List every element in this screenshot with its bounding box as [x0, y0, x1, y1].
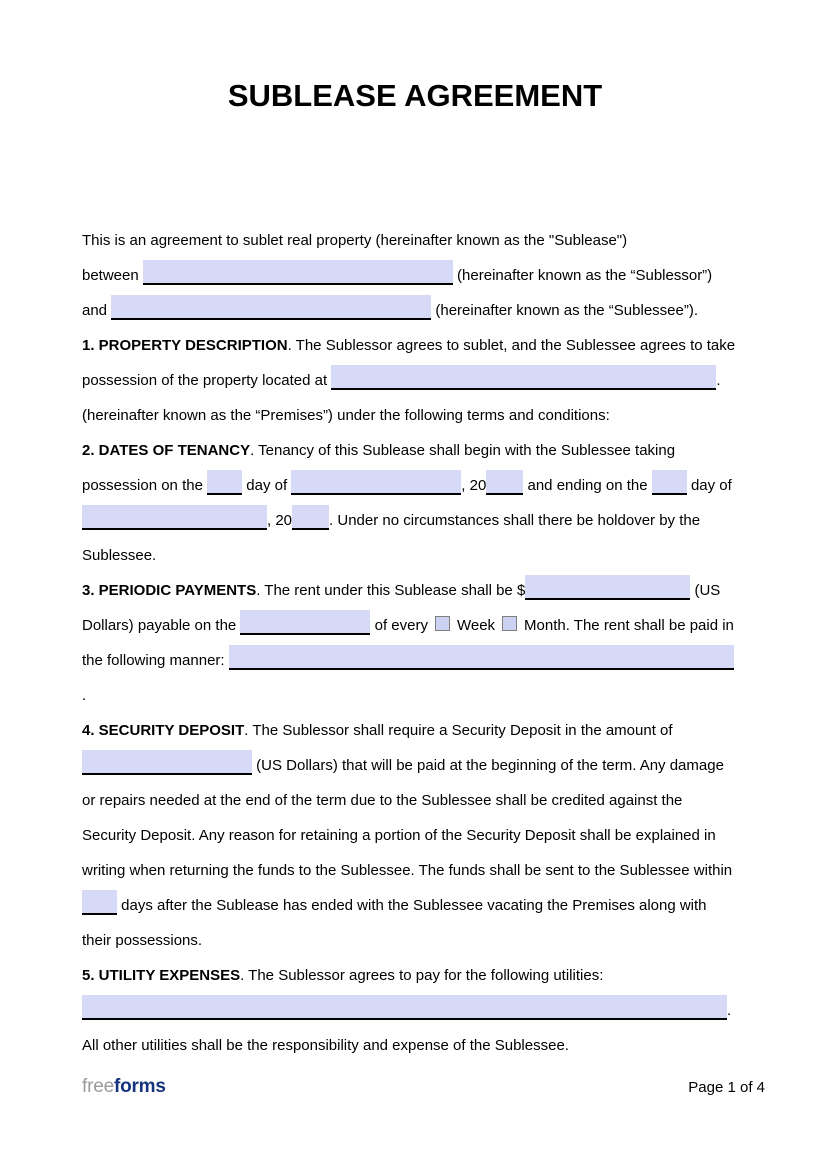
- sublessee-suffix-text: (hereinafter known as the “Sublessee”).: [431, 302, 699, 319]
- section-2-text-7: . Under no circumstances shall there be holdover by the Sublessee.: [82, 512, 701, 564]
- section-5-text-3: All other utilities shall be the responsibility and expense of the Sublessee.: [82, 1037, 569, 1054]
- section-1-heading: 1. PROPERTY DESCRIPTION: [82, 337, 288, 354]
- week-label: Week: [456, 617, 496, 634]
- section-4-security-deposit: [82, 713, 737, 958]
- page-number: Page 1 of 4: [688, 1079, 765, 1096]
- freeforms-logo: [82, 1076, 166, 1098]
- section-4-text-3: days after the Sublease has ended with the Sublessee vacating the Premises along with their possessions.: [82, 897, 707, 949]
- section-4-text-1: . The Sublessor shall require a Security Deposit in the amount of: [244, 722, 673, 739]
- section-3-text-4: Month. The rent shall be paid in the following manner:: [82, 617, 734, 669]
- section-2-text-4: and ending on the: [523, 477, 652, 494]
- section-3-periodic-payments: [82, 573, 737, 713]
- section-3-text-2: (US Dollars) payable on the: [82, 582, 721, 634]
- utilities-field[interactable]: [82, 995, 727, 1020]
- section-3-text-5: .: [82, 687, 87, 704]
- begin-month-field[interactable]: [291, 470, 461, 495]
- end-month-field[interactable]: [82, 505, 267, 530]
- section-5-heading: 5. UTILITY EXPENSES: [82, 967, 241, 984]
- section-3-text-3: of every: [370, 617, 428, 634]
- deposit-amount-field[interactable]: [82, 750, 252, 775]
- logo-text-free: free: [82, 1076, 114, 1097]
- and-label: and: [82, 302, 112, 319]
- end-year-field[interactable]: [292, 505, 329, 530]
- intro-line-1: [82, 223, 737, 258]
- section-5-closing-line: [82, 1028, 737, 1063]
- section-2-text-2: day of: [242, 477, 292, 494]
- property-address-field[interactable]: [331, 365, 716, 390]
- month-checkbox[interactable]: [502, 616, 517, 631]
- section-5-utility-expenses: [82, 958, 737, 1028]
- section-1-text: . The Sublessor agrees to sublet, and the Sublessee agrees to take possession of the property located at: [82, 337, 736, 389]
- section-2-text-5: day of: [686, 477, 732, 494]
- payment-manner-field[interactable]: [229, 645, 734, 670]
- page-footer: [82, 1076, 765, 1098]
- rent-amount-field[interactable]: [525, 575, 690, 600]
- section-2-text-6: , 20: [267, 512, 293, 529]
- section-2-text-1: . Tenancy of this Sublease shall begin with the Sublessee taking possession on the: [82, 442, 676, 494]
- document-body: [82, 223, 737, 1063]
- begin-day-field[interactable]: [207, 470, 242, 495]
- refund-days-field[interactable]: [82, 890, 117, 915]
- sublessor-name-field[interactable]: [143, 260, 453, 285]
- logo-text-forms: forms: [113, 1076, 166, 1097]
- section-3-heading: 3. PERIODIC PAYMENTS: [82, 582, 257, 599]
- section-4-text-2: (US Dollars) that will be paid at the beginning of the term. Any damage or repairs needed at the end of the term due to the Sublessee shall be credited against the Security Deposit. Any reason for retaining a portion of the Security Deposit shall be explained in writing when returning the funds to the Sublessee. The funds shall be sent to the Sublessee within: [82, 757, 733, 879]
- intro-line-sublessor: [82, 258, 737, 293]
- begin-year-field[interactable]: [486, 470, 523, 495]
- section-5-text-2: .: [727, 1002, 732, 1019]
- section-3-text-1: . The rent under this Sublease shall be $: [256, 582, 526, 599]
- sublessor-suffix-text: (hereinafter known as the “Sublessor”): [452, 267, 713, 284]
- section-5-text-1: . The Sublessor agrees to pay for the following utilities:: [240, 967, 604, 984]
- document-title: SUBLEASE AGREEMENT: [227, 78, 603, 113]
- document-page: [0, 78, 830, 1160]
- section-1-text-2: . (hereinafter known as the “Premises”) under the following terms and conditions:: [82, 372, 721, 424]
- section-2-dates-of-tenancy: [82, 433, 737, 573]
- between-label: between: [82, 267, 143, 284]
- intro-text: This is an agreement to sublet real property (hereinafter known as the "Sublease"): [82, 232, 628, 249]
- intro-line-sublessee: [82, 293, 737, 328]
- end-day-field[interactable]: [652, 470, 687, 495]
- week-checkbox[interactable]: [435, 616, 450, 631]
- rent-due-day-field[interactable]: [240, 610, 370, 635]
- section-2-text-3: , 20: [461, 477, 487, 494]
- section-2-heading: 2. DATES OF TENANCY: [82, 442, 251, 459]
- section-4-heading: 4. SECURITY DEPOSIT: [82, 722, 245, 739]
- section-1-property-description: [82, 328, 737, 433]
- sublessee-name-field[interactable]: [111, 295, 431, 320]
